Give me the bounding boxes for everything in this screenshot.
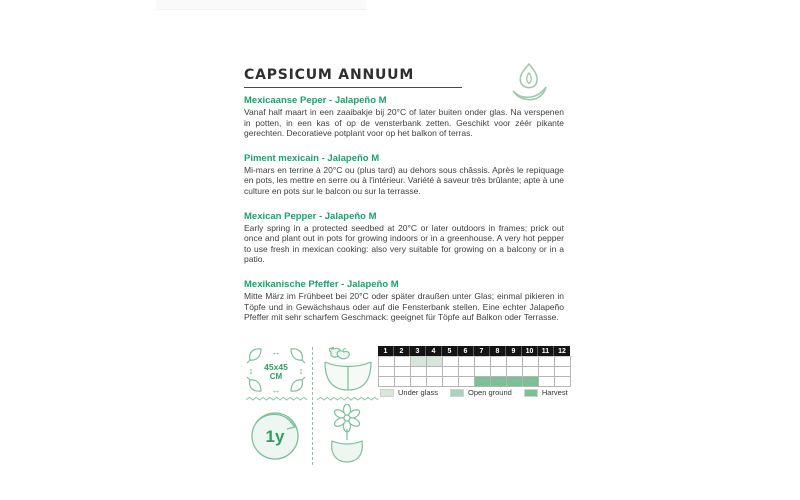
calendar-month-2: 2 (394, 346, 410, 356)
calendar-month-9: 9 (506, 346, 522, 356)
brand-leaf-logo-icon (506, 60, 552, 106)
calendar-cell-under-glass-11 (539, 357, 555, 367)
calendar-month-6: 6 (458, 346, 474, 356)
spacing-value: 45x45 (264, 362, 288, 372)
calendar-month-12: 12 (554, 346, 570, 356)
calendar-cell-open-ground-11 (539, 367, 555, 377)
section-heading-dutch: Mexicaanse Peper - Jalapeño M (244, 95, 387, 106)
dashed-divider (312, 347, 313, 465)
section-german (244, 279, 564, 323)
lifecycle-label: 1y (265, 427, 285, 446)
calendar-cell-under-glass-4 (427, 357, 443, 367)
legend-swatch-open-ground (450, 389, 464, 397)
calendar-cell-open-ground-9 (507, 367, 523, 377)
legend-label-harvest: Harvest (541, 388, 568, 397)
annual-cycle-icon (246, 404, 306, 464)
section-heading-german: Mexikanische Pfeffer - Jalapeño M (244, 278, 399, 290)
legend-item-under-glass (380, 388, 438, 397)
calendar-cell-open-ground-12 (555, 367, 571, 377)
calendar-cell-open-ground-5 (443, 367, 459, 377)
calendar-cell-harvest-3 (411, 377, 427, 387)
pictogram-grid (244, 346, 378, 470)
calendar-month-10: 10 (522, 346, 538, 356)
calendar-cell-harvest-6 (459, 377, 475, 387)
cooking-bowl-icon (318, 346, 378, 394)
label-header (244, 58, 564, 88)
scan-edge-artifact (156, 0, 366, 10)
calendar-body (378, 356, 572, 387)
calendar-cell-harvest-12 (555, 377, 571, 387)
calendar-cell-open-ground-8 (491, 367, 507, 377)
calendar-cell-under-glass-5 (443, 357, 459, 367)
calendar-month-1: 1 (378, 346, 394, 356)
wavy-divider (246, 396, 308, 402)
calendar-cell-open-ground-7 (475, 367, 491, 377)
spacing-unit: CM (269, 372, 283, 381)
section-french (244, 153, 564, 197)
section-body-french: Mi-mars en terrine à 20°C ou (plus tard) au dehors sous châssis. Après le repiquage en pots, les mettre en serre ou à l'intérieur. Variété à saveur très brûlante; apte à une culture en pots sur le balcon ou sur la terrasse. (244, 164, 564, 196)
calendar-cell-under-glass-10 (523, 357, 539, 367)
legend-swatch-harvest (524, 389, 538, 397)
legend-item-harvest (524, 388, 568, 397)
calendar-cell-harvest-5 (443, 377, 459, 387)
calendar-row-harvest (379, 377, 572, 387)
section-body-german: Mitte März im Frühbeet bei 20°C oder später draußen unter Glas; einmal pikieren in Töpfe und in Gewächshaus oder auf die Fensterbank stellen. Eine echter Jalapeño Pfeffer mit sehr scharfem Geschmack: geeignet für Töpfe auf Balkon oder Terrasse. (244, 290, 564, 323)
calendar-month-4: 4 (426, 346, 442, 356)
calendar-cell-harvest-1 (379, 377, 395, 387)
calendar-month-5: 5 (442, 346, 458, 356)
calendar-cell-under-glass-12 (555, 357, 571, 367)
species-title: CAPSICUM ANNUUM (244, 67, 415, 83)
calendar-cell-harvest-9 (507, 377, 523, 387)
calendar-month-7: 7 (474, 346, 490, 356)
calendar-cell-open-ground-2 (395, 367, 411, 377)
calendar-cell-harvest-7 (475, 377, 491, 387)
sowing-calendar (378, 346, 572, 387)
calendar-cell-open-ground-10 (523, 367, 539, 377)
calendar-month-11: 11 (538, 346, 554, 356)
plant-spacing-icon (246, 346, 306, 394)
calendar-cell-harvest-8 (491, 377, 507, 387)
calendar-cell-under-glass-1 (379, 357, 395, 367)
calendar-cell-harvest-4 (427, 377, 443, 387)
section-heading-french: Piment mexicain - Jalapeño M (244, 152, 380, 164)
arrow-vertical-icon: ↕ (248, 366, 254, 376)
section-body-dutch: Vanaf half maart in een zaaibakje bij 20°C of later buiten onder glas. Na verspenen in potten, in een kas of op de vensterbank zetten. Geschikt voor zéér pikante gerechten. Decoratieve potplant voor op het balkon of terras. (244, 107, 564, 139)
arrow-horizontal-icon: ↔ (271, 347, 281, 357)
arrow-horizontal-icon: ↔ (271, 385, 281, 394)
calendar-row-open-ground (379, 367, 572, 377)
calendar-cell-open-ground-6 (459, 367, 475, 377)
calendar-cell-open-ground-3 (411, 367, 427, 377)
calendar-cell-harvest-11 (539, 377, 555, 387)
seed-packet-label (244, 58, 568, 472)
calendar-legend (380, 388, 580, 397)
calendar-cell-under-glass-8 (491, 357, 507, 367)
calendar-cell-under-glass-2 (395, 357, 411, 367)
calendar-cell-open-ground-1 (379, 367, 395, 377)
section-heading-english: Mexican Pepper - Jalapeño M (244, 210, 377, 222)
title-underline (244, 87, 462, 88)
calendar-cell-harvest-10 (523, 377, 539, 387)
flower-pot-icon (318, 404, 378, 464)
arrow-vertical-icon: ↕ (298, 366, 304, 376)
calendar-month-header (378, 346, 572, 356)
calendar-cell-under-glass-7 (475, 357, 491, 367)
legend-swatch-under-glass (380, 389, 394, 397)
calendar-cell-under-glass-6 (459, 357, 475, 367)
calendar-row-under-glass (379, 357, 572, 367)
legend-label-open-ground: Open ground (468, 388, 512, 397)
calendar-cell-harvest-2 (395, 377, 411, 387)
legend-item-open-ground (450, 388, 512, 397)
calendar-cell-open-ground-4 (427, 367, 443, 377)
calendar-cell-under-glass-9 (507, 357, 523, 367)
calendar-month-8: 8 (490, 346, 506, 356)
calendar-cell-under-glass-3 (411, 357, 427, 367)
legend-label-under-glass: Under glass (398, 388, 439, 397)
wavy-divider (317, 396, 379, 402)
section-english (244, 211, 564, 265)
section-body-english: Early spring in a protected seedbed at 20°C or later outdoors in frames; prick out once and plant out in pots for growing indoors or in a greenhouse. A very hot pepper to use fresh in mexican cooking: also very suitable for growing on a balcony or in a patio. (244, 222, 564, 265)
calendar-month-3: 3 (410, 346, 426, 356)
